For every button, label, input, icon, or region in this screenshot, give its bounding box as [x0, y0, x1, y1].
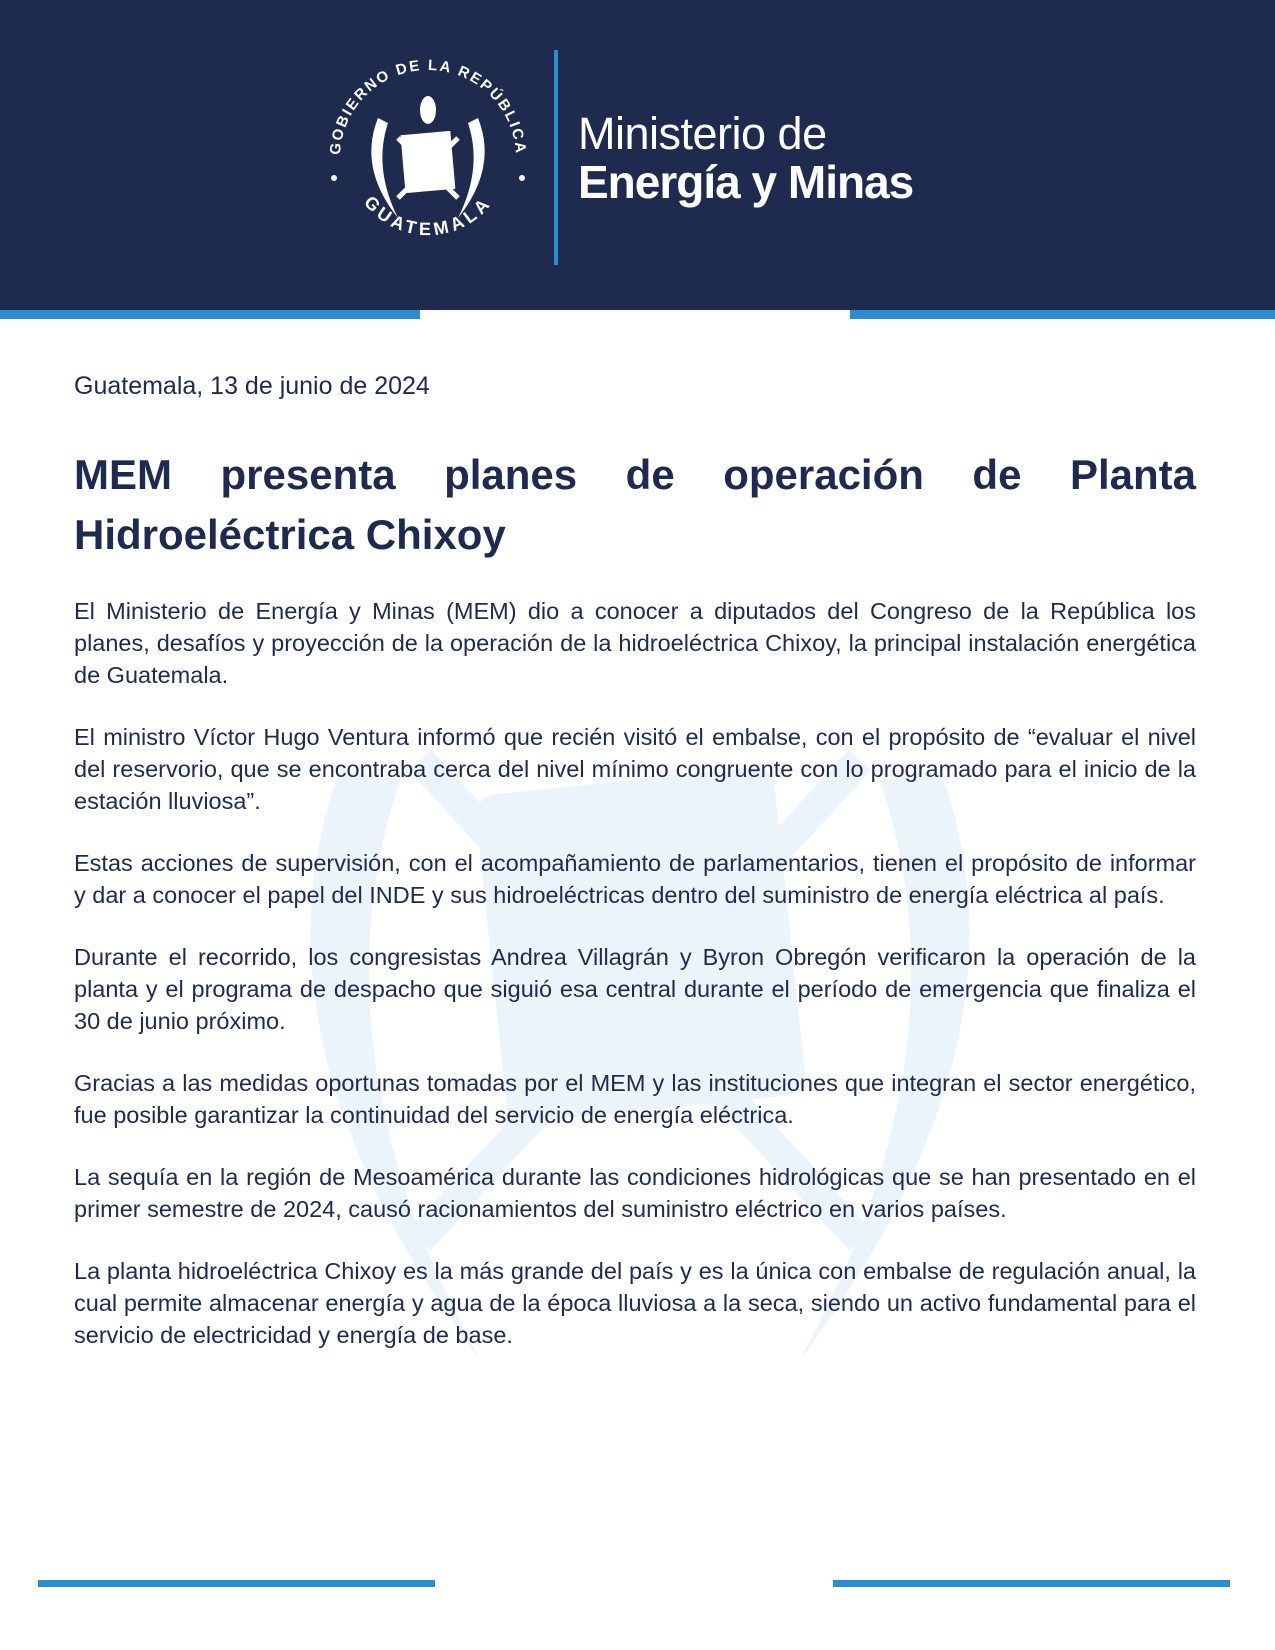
paragraph: Durante el recorrido, los congresistas Andrea Villagrán y Byron Obregón verificaron la operación de la planta y el programa de despacho que siguió esa central durante el período de emergencia que finaliza el 30 de junio próximo. [74, 944, 1196, 1034]
ministry-name-line1: Ministerio de [578, 108, 827, 159]
paragraph: Gracias a las medidas oportunas tomadas por el MEM y las instituciones que integran el sector energético, fue posible garantizar la continuidad del servicio de energía eléctrica. [74, 1070, 1196, 1128]
letterhead-header [0, 0, 1275, 310]
document-title: MEM presenta planes de operación de Planta Hidroeléctrica Chixoy [74, 451, 1196, 558]
header-accent-bar-right [850, 310, 1275, 319]
press-release-body [74, 372, 1196, 1381]
paragraph: La sequía en la región de Mesoamérica durante las condiciones hidrológicas que se han presentado en el primer semestre de 2024, causó racionamientos del suministro eléctrico en varios países. [74, 1164, 1196, 1222]
svg-text:GOBIERNO DE LA REPÚBLICA: GOBIERNO DE LA REPÚBLICA [326, 56, 530, 156]
paragraph: El Ministerio de Energía y Minas (MEM) dio a conocer a diputados del Congreso de la República los planes, desafíos y proyección de la operación de la hidroeléctrica Chixoy, la principal instalación energética de Guatemala. [74, 598, 1196, 688]
header-divider [554, 50, 558, 265]
guatemala-coat-of-arms-seal [318, 48, 538, 268]
document-date: Guatemala, 13 de junio de 2024 [74, 372, 430, 400]
paragraph: La planta hidroeléctrica Chixoy es la más grande del país y es la única con embalse de regulación anual, la cual permite almacenar energía y agua de la época lluviosa a la seca, siendo un activo fundamental para el servicio de electricidad y energía de base. [74, 1258, 1196, 1348]
paragraph: El ministro Víctor Hugo Ventura informó que recién visitó el embalse, con el propósito de “evaluar el nivel del reservorio, que se encontraba cerca del nivel mínimo congruente con lo programado para el inicio de la estación lluviosa”. [74, 724, 1196, 814]
footer-accent-bar-left [38, 1580, 435, 1587]
paragraph: Estas acciones de supervisión, con el acompañamiento de parlamentarios, tienen el propósito de informar y dar a conocer el papel del INDE y sus hidroeléctricas dentro del suministro de energía eléctrica al país. [74, 850, 1196, 908]
ministry-name-line2: Energía y Minas [578, 156, 914, 208]
footer-accent-bar-right [833, 1580, 1230, 1587]
header-accent-bar-left [0, 310, 420, 319]
svg-text:GUATEMALA: GUATEMALA [360, 192, 496, 240]
